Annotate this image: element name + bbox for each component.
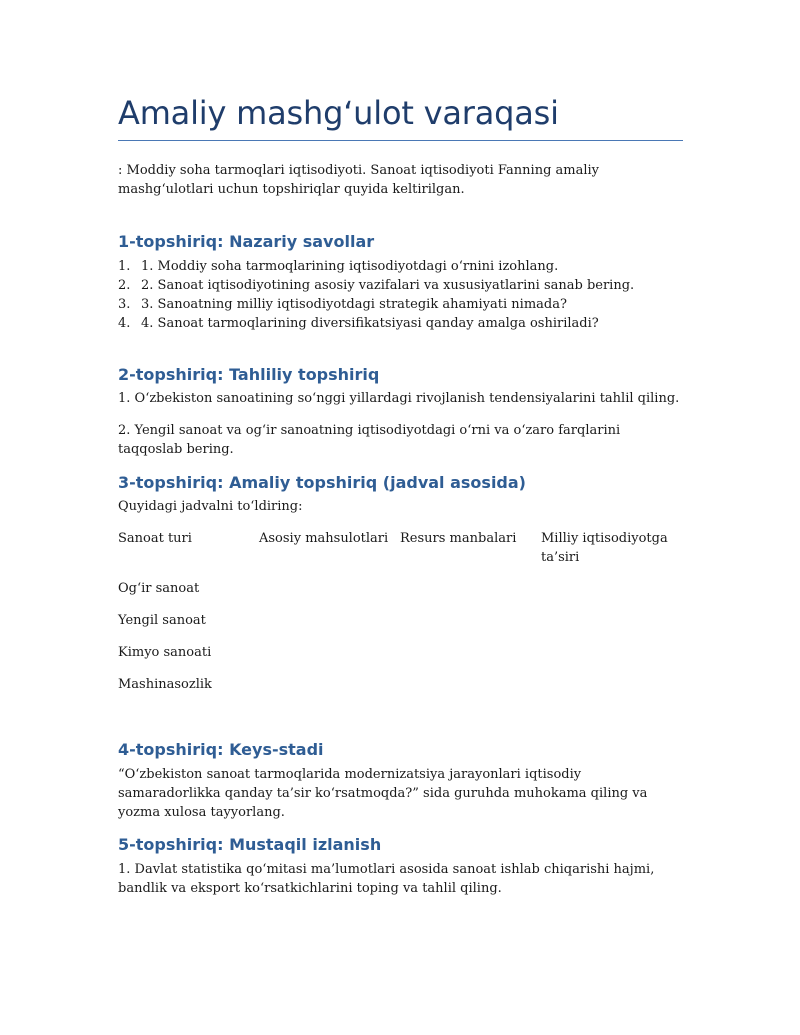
- table-header-cell: Resurs manbalari: [400, 531, 517, 546]
- title-underline: [118, 140, 683, 141]
- industry-table: [118, 529, 683, 707]
- task5-paragraph: 1. Davlat statistika qo‘mitasi ma’lumotlari asosida sanoat ishlab chiqarishi hajmi, bandlik va eksport ko‘rsatkichlarini toping va tahlil qiling.: [118, 862, 655, 896]
- task1-heading: 1-topshiriq: Nazariy savollar: [118, 232, 375, 251]
- table-row: [118, 675, 683, 707]
- list-item-text: 4. Sanoat tarmoqlarining diversifikatsiyasi qanday amalga oshiriladi?: [141, 316, 599, 331]
- list-item-number: 3.: [118, 297, 131, 312]
- list-item-text: 2. Sanoat iqtisodiyotining asosiy vazifalari va xususiyatlarini sanab bering.: [141, 278, 635, 293]
- list-item: [118, 295, 683, 314]
- table-header-cell: Sanoat turi: [118, 531, 192, 546]
- table-header-cell: Milliy iqtisodiyotga ta’siri: [541, 531, 668, 565]
- task5-heading: 5-topshiriq: Mustaqil izlanish: [118, 835, 382, 854]
- table-header-row: [118, 529, 683, 571]
- table-row: [118, 611, 683, 643]
- document-title: Amaliy mashg‘ulot varaqasi: [118, 94, 559, 132]
- intro-paragraph: : Moddiy soha tarmoqlari iqtisodiyoti. Sanoat iqtisodiyoti Fanning amaliy mashg‘ulotlari uchun topshiriqlar quyida keltirilgan.: [118, 163, 600, 197]
- table-cell: Og‘ir sanoat: [118, 581, 200, 596]
- list-item-number: 2.: [118, 278, 131, 293]
- table-cell: Yengil sanoat: [118, 613, 206, 628]
- table-cell: Mashinasozlik: [118, 677, 212, 692]
- list-item-number: 4.: [118, 316, 131, 331]
- list-item: [118, 314, 683, 333]
- list-item: [118, 257, 683, 276]
- table-cell: Kimyo sanoati: [118, 645, 212, 660]
- list-item-number: 1.: [118, 259, 131, 274]
- table-row: [118, 643, 683, 675]
- list-item: [118, 276, 683, 295]
- task2-heading: 2-topshiriq: Tahliliy topshiriq: [118, 365, 380, 384]
- task1-question-list: [118, 257, 683, 333]
- list-item-text: 1. Moddiy soha tarmoqlarining iqtisodiyotdagi o‘rnini izohlang.: [141, 259, 559, 274]
- task3-instruction: Quyidagi jadvalni to‘ldiring:: [118, 499, 303, 514]
- table-row: [118, 579, 683, 611]
- list-item-text: 3. Sanoatning milliy iqtisodiyotdagi strategik ahamiyati nimada?: [141, 297, 567, 312]
- task3-heading: 3-topshiriq: Amaliy topshiriq (jadval asosida): [118, 473, 526, 492]
- task2-paragraph-2: 2. Yengil sanoat va og‘ir sanoatning iqtisodiyotdagi o‘rni va o‘zaro farqlarini taqqoslab bering.: [118, 423, 621, 457]
- task4-heading: 4-topshiriq: Keys-stadi: [118, 740, 324, 759]
- task4-paragraph: “O‘zbekiston sanoat tarmoqlarida modernizatsiya jarayonlari iqtisodiy samaradorlikka qanday ta’sir ko‘rsatmoqda?” sida guruhda muhokama qiling va yozma xulosa tayyorlang.: [118, 767, 648, 820]
- table-header-cell: Asosiy mahsulotlari: [259, 531, 389, 546]
- task2-paragraph-1: 1. O‘zbekiston sanoatining so‘nggi yillardagi rivojlanish tendensiyalarini tahlil qiling.: [118, 391, 680, 406]
